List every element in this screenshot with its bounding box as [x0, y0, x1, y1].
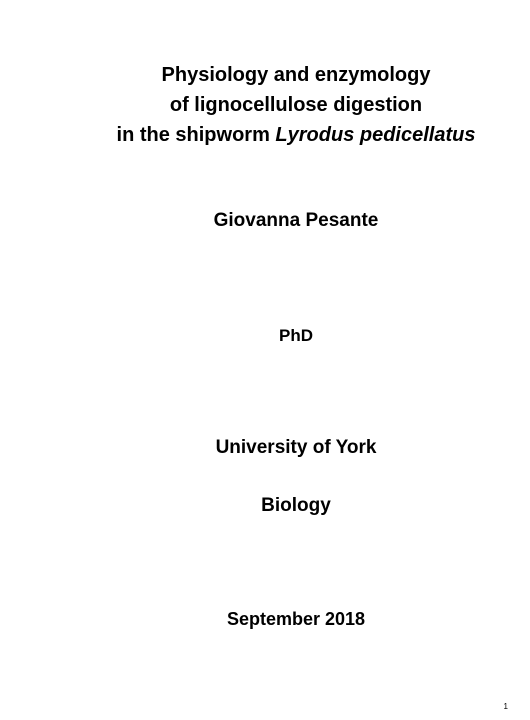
degree-label: PhD [279, 326, 313, 345]
thesis-title-line-1: Physiology and enzymology [161, 64, 431, 86]
page-number: 1 [503, 702, 508, 711]
species-name: Lyrodus pedicellatus [275, 124, 476, 146]
submission-date: September 2018 [226, 609, 366, 629]
university-name: University of York [215, 437, 377, 458]
department-name: Biology [261, 495, 331, 516]
thesis-title-prefix: in the shipworm [116, 124, 276, 146]
author-name: Giovanna Pesante [213, 210, 379, 231]
thesis-title-line-3 [0, 120, 530, 150]
thesis-title-line-2: of lignocellulose digestion [169, 94, 423, 116]
